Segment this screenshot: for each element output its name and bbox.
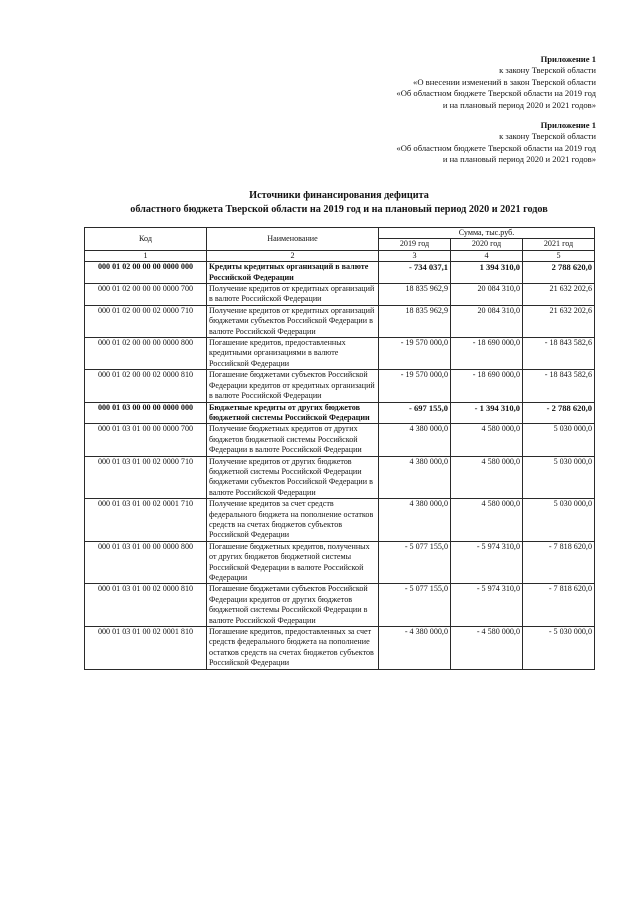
row-name: Погашение бюджетами субъектов Российской Федерации кредитов от кредитных организаций в валюте Российской Федерации [207,370,379,402]
row-name: Бюджетные кредиты от других бюджетов бюджетной системы Российской Федерации [207,402,379,424]
row-value-2021: 2 788 620,0 [523,262,595,284]
row-value-2021: 5 030 000,0 [523,499,595,542]
row-name: Погашение бюджетных кредитов, полученных от других бюджетов бюджетной системы Российской Федерации в валюте Российской Федерации [207,541,379,584]
document-title [84,189,594,216]
column-header-2019: 2019 год [379,239,451,250]
row-code: 000 01 03 01 00 00 0000 800 [85,541,207,584]
row-name: Получение бюджетных кредитов от других бюджетов бюджетной системы Российской Федерации в валюте Российской Федерации [207,424,379,456]
row-value-2021: 21 632 202,6 [523,284,595,306]
column-number: 4 [451,250,523,261]
row-name: Получение кредитов от других бюджетов бюджетной системы Российской Федерации бюджетами субъектов Российской Федерации в валюте Российской Федерации [207,456,379,499]
column-number: 3 [379,250,451,261]
row-value-2021: - 2 788 620,0 [523,402,595,424]
table-row [85,370,595,402]
row-value-2021: - 7 818 620,0 [523,584,595,627]
row-code: 000 01 03 01 00 02 0001 710 [85,499,207,542]
row-value-2020: - 5 974 310,0 [451,541,523,584]
row-value-2021: - 18 843 582,6 [523,370,595,402]
row-value-2020: 1 394 310,0 [451,262,523,284]
row-code: 000 01 03 01 00 02 0000 810 [85,584,207,627]
row-name: Погашение кредитов, предоставленных за счет средств федерального бюджета на пополнение остатков средств на счетах бюджетов субъектов Российской Федерации [207,627,379,670]
row-value-2019: 4 380 000,0 [379,456,451,499]
appendix-header-budget-law [396,120,596,166]
appendix-line: «Об областном бюджете Тверской области на 2019 год [396,142,596,153]
row-name: Получение кредитов от кредитных организаций в валюте Российской Федерации [207,284,379,306]
row-value-2019: - 19 570 000,0 [379,338,451,370]
table-row [85,402,595,424]
row-value-2020: 20 084 310,0 [451,284,523,306]
appendix-line: к закону Тверской области [499,65,596,76]
row-value-2019: 4 380 000,0 [379,499,451,542]
appendix-line: «О внесении изменений в закон Тверской области [413,76,596,87]
table-row [85,262,595,284]
column-number: 5 [523,250,595,261]
document-title-line: Источники финансирования дефицита [249,190,429,201]
row-code: 000 01 02 00 00 00 0000 700 [85,284,207,306]
column-header-2020: 2020 год [451,239,523,250]
column-header-name: Наименование [207,228,379,251]
column-number: 1 [85,250,207,261]
row-value-2019: - 4 380 000,0 [379,627,451,670]
row-value-2019: - 19 570 000,0 [379,370,451,402]
column-header-2021: 2021 год [523,239,595,250]
row-value-2020: - 4 580 000,0 [451,627,523,670]
column-header-sum: Сумма, тыс.руб. [379,228,595,239]
table-row [85,541,595,584]
row-code: 000 01 02 00 00 02 0000 810 [85,370,207,402]
row-value-2019: - 5 077 155,0 [379,584,451,627]
row-value-2021: - 18 843 582,6 [523,338,595,370]
row-value-2020: - 18 690 000,0 [451,338,523,370]
row-value-2021: - 7 818 620,0 [523,541,595,584]
table-row [85,627,595,670]
appendix-line: и на плановый период 2020 и 2021 годов» [442,99,596,110]
appendix-title: Приложение 1 [540,120,596,130]
row-code: 000 01 03 00 00 00 0000 000 [85,402,207,424]
row-value-2021: - 5 030 000,0 [523,627,595,670]
row-name: Получение кредитов за счет средств федерального бюджета на пополнение остатков средств на счетах бюджетов субъектов Российской Федерации [207,499,379,542]
row-code: 000 01 02 00 00 02 0000 710 [85,305,207,337]
row-value-2020: 4 580 000,0 [451,499,523,542]
appendix-line: и на плановый период 2020 и 2021 годов» [442,154,596,165]
table-row [85,456,595,499]
row-value-2020: 4 580 000,0 [451,456,523,499]
appendix-title: Приложение 1 [540,54,596,64]
table-row [85,584,595,627]
financing-sources-table [84,227,595,670]
row-value-2019: - 734 037,1 [379,262,451,284]
row-value-2019: - 697 155,0 [379,402,451,424]
row-name: Получение кредитов от кредитных организаций бюджетами субъектов Российской Федерации в валюте Российской Федерации [207,305,379,337]
row-name: Погашение бюджетами субъектов Российской Федерации кредитов от других бюджетов бюджетной системы Российской Федерации в валюте Российской Федерации [207,584,379,627]
appendix-header-amending-law [396,54,596,111]
row-code: 000 01 03 01 00 00 0000 700 [85,424,207,456]
row-code: 000 01 02 00 00 00 0000 800 [85,338,207,370]
row-value-2020: - 1 394 310,0 [451,402,523,424]
row-value-2020: 4 580 000,0 [451,424,523,456]
row-value-2020: 20 084 310,0 [451,305,523,337]
table-row [85,284,595,306]
row-value-2019: 18 835 962,9 [379,305,451,337]
table-row [85,305,595,337]
row-name: Кредиты кредитных организаций в валюте Российской Федерации [207,262,379,284]
row-code: 000 01 03 01 00 02 0001 810 [85,627,207,670]
table-row [85,338,595,370]
appendix-line: «Об областном бюджете Тверской области на 2019 год [396,88,596,99]
column-header-code: Код [85,228,207,251]
row-value-2019: - 5 077 155,0 [379,541,451,584]
row-value-2019: 18 835 962,9 [379,284,451,306]
row-value-2020: - 18 690 000,0 [451,370,523,402]
row-code: 000 01 03 01 00 02 0000 710 [85,456,207,499]
row-name: Погашение кредитов, предоставленных кредитными организациями в валюте Российской Федерации [207,338,379,370]
appendix-line: к закону Тверской области [499,131,596,142]
document-title-line: областного бюджета Тверской области на 2019 год и на плановый период 2020 и 2021 годов [130,203,548,215]
table-row [85,424,595,456]
row-value-2021: 5 030 000,0 [523,424,595,456]
table-row [85,499,595,542]
row-value-2020: - 5 974 310,0 [451,584,523,627]
row-value-2021: 5 030 000,0 [523,456,595,499]
row-value-2019: 4 380 000,0 [379,424,451,456]
row-value-2021: 21 632 202,6 [523,305,595,337]
column-number: 2 [207,250,379,261]
row-code: 000 01 02 00 00 00 0000 000 [85,262,207,284]
